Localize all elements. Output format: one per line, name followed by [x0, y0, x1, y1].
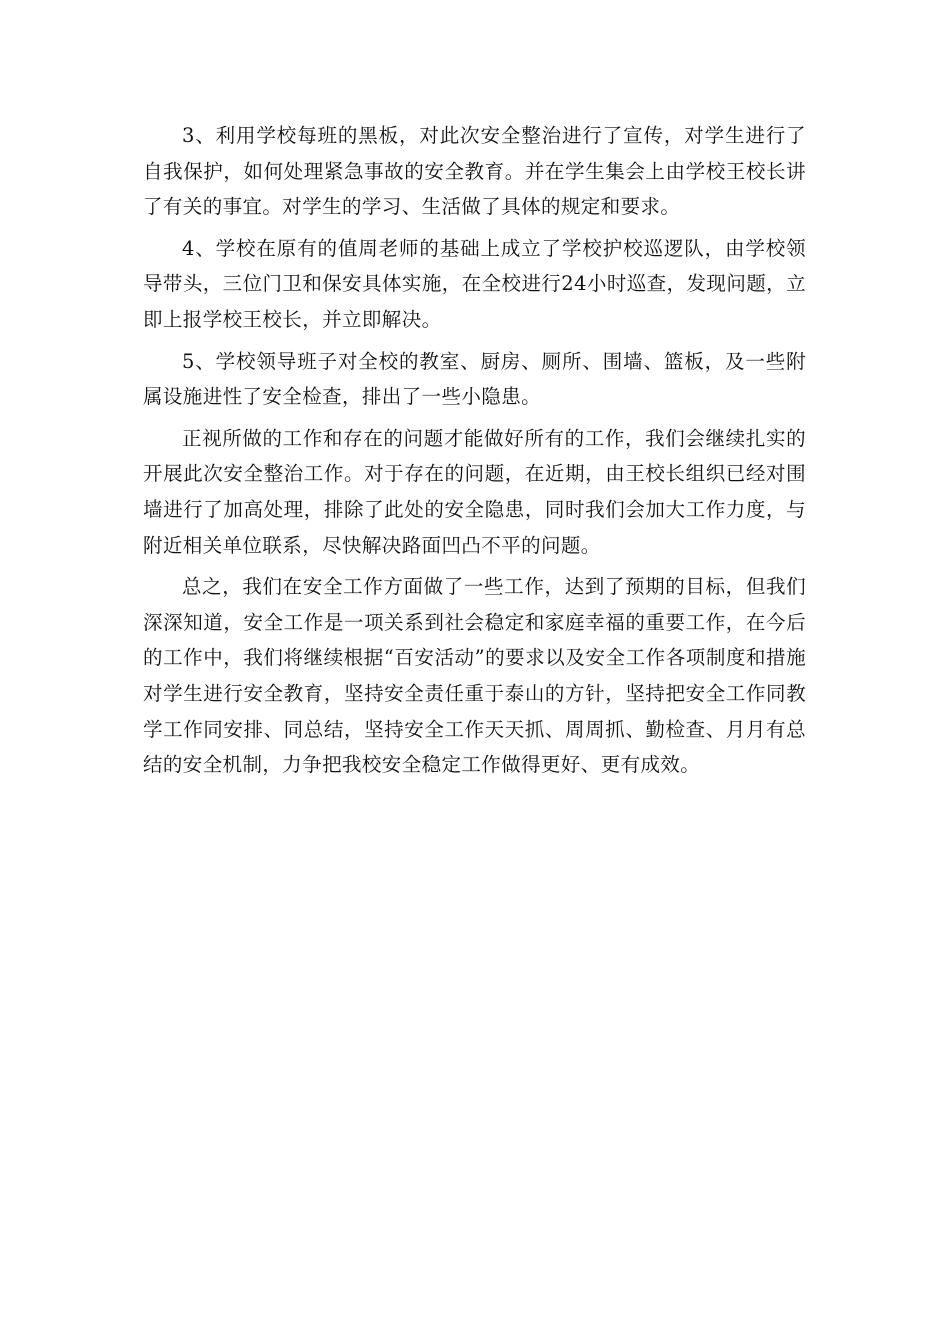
paragraph-item-3: 3、利用学校每班的黑板，对此次安全整治进行了宣传，对学生进行了自我保护，如何处理紧急事故的安全教育。并在学生集会上由学校王校长讲了有关的事宜。对学生的学习、生活做了具体的规定和要求。	[143, 124, 806, 219]
paragraph-problems: 正视所做的工作和存在的问题才能做好所有的工作，我们会继续扎实的开展此次安全整治工作。对于存在的问题，在近期，由王校长组织已经对围墙进行了加高处理，排除了此处的安全隐患，同时我们会加大工作力度，与附近相关单位联系，尽快解决路面凹凸不平的问题。	[143, 426, 806, 557]
paragraph-item-5: 5、学校领导班子对全校的教室、厨房、厕所、围墙、篮板，及一些附属设施进性了安全检查，排出了一些小隐患。	[143, 349, 806, 409]
paragraph-item-4: 4、学校在原有的值周老师的基础上成立了学校护校巡逻队，由学校领导带头，三位门卫和保安具体实施，在全校进行24小时巡查，发现问题，立即上报学校王校长，并立即解决。	[143, 236, 806, 331]
document-page	[143, 118, 806, 789]
paragraph-conclusion: 总之，我们在安全工作方面做了一些工作，达到了预期的目标，但我们深深知道，安全工作是一项关系到社会稳定和家庭幸福的重要工作，在今后的工作中，我们将继续根据“百安活动”的要求以及安全工作各项制度和措施对学生进行安全教育，坚持安全责任重于泰山的方针，坚持把安全工作同教学工作同安排、同总结，坚持安全工作天天抓、周周抓、勤检查、月月有总结的安全机制，力争把我校安全稳定工作做得更好、更有成效。	[143, 575, 806, 777]
